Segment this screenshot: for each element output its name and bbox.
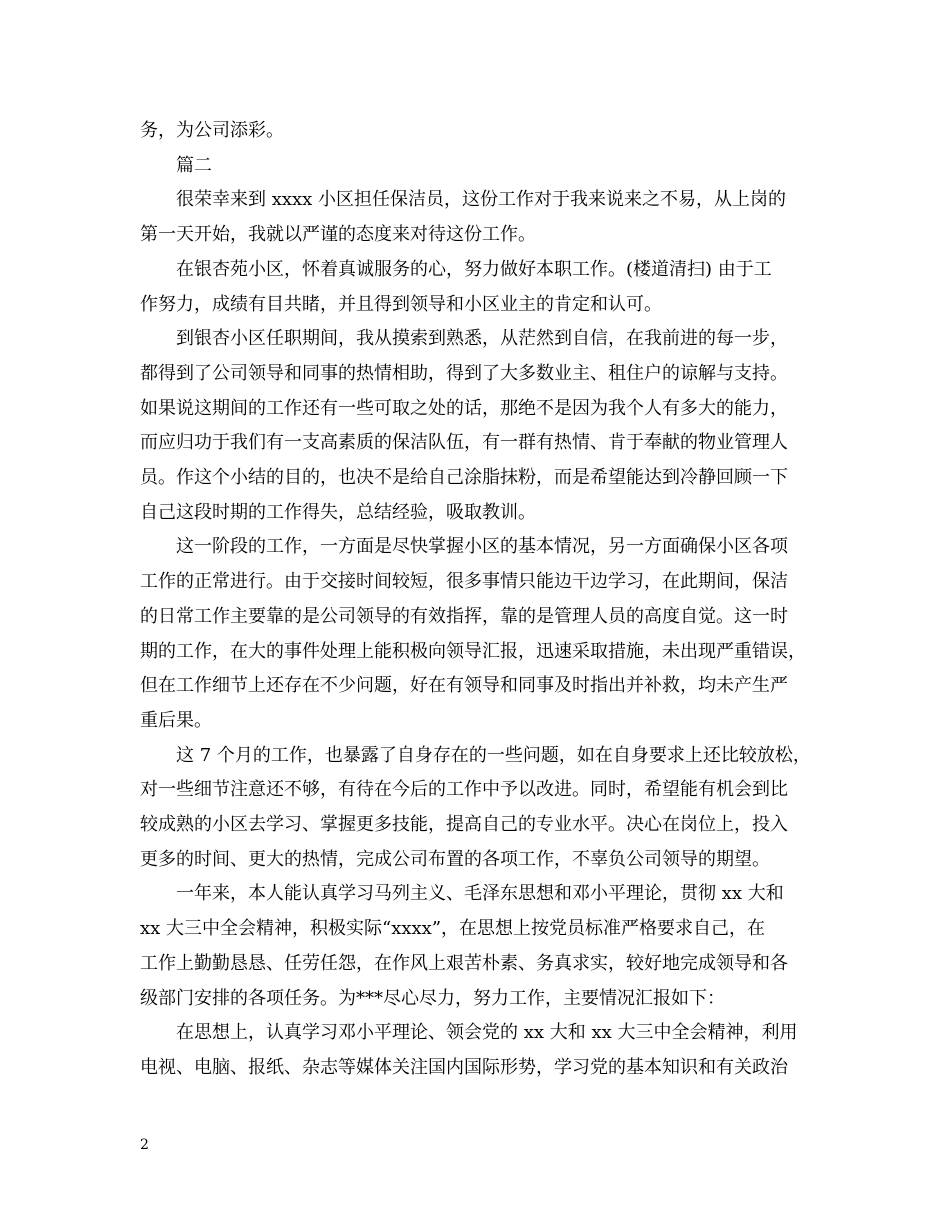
text-line: 这 7 个月的工作，也暴露了自身存在的一些问题，如在自身要求上还比较放松， <box>176 744 811 766</box>
text-line: 如果说这期间的工作还有一些可取之处的话，那绝不是因为我个人有多大的能力， <box>140 397 788 419</box>
text-line: 重后果。 <box>140 709 212 731</box>
text-line: 在思想上，认真学习邓小平理论、领会党的 xx 大和 xx 大三中全会精神，利用 <box>176 1022 798 1044</box>
page-number: 2 <box>140 1137 149 1153</box>
text-line: 但在工作细节上还存在不少问题，好在有领导和同事及时指出并补救，均未产生严 <box>140 675 788 697</box>
text-line: 都得到了公司领导和同事的热情相助，得到了大多数业主、租住户的谅解与支持。 <box>140 362 788 384</box>
text-line: 一年来，本人能认真学习马列主义、毛泽东思想和邓小平理论，贯彻 xx 大和 <box>176 883 784 905</box>
text-line: 作努力，成绩有目共睹，并且得到领导和小区业主的肯定和认可。 <box>140 293 662 315</box>
text-line: 工作上勤勤恳恳、任劳任怨，在作风上艰苦朴素、务真求实，较好地完成领导和各 <box>140 952 788 974</box>
text-line: xx 大三中全会精神，积极实际“xxxx”，在思想上按党员标准严格要求自己，在 <box>140 918 766 940</box>
text-line: 而应归功于我们有一支高素质的保洁队伍，有一群有热情、肯于奉献的物业管理人 <box>140 432 788 454</box>
text-line: 对一些细节注意还不够，有待在今后的工作中予以改进。同时，希望能有机会到比 <box>140 779 788 801</box>
text-line: 这一阶段的工作，一方面是尽快掌握小区的基本情况，另一方面确保小区各项 <box>176 536 788 558</box>
text-line: 务，为公司添彩。 <box>140 120 284 141</box>
section-heading: 篇二 <box>176 154 212 176</box>
text-line: 更多的时间、更大的热情，完成公司布置的各项工作，不辜负公司领导的期望。 <box>140 848 770 870</box>
text-line: 在银杏苑小区，怀着真诚服务的心，努力做好本职工作。(楼道清扫) 由于工 <box>176 258 772 280</box>
text-line: 的日常工作主要靠的是公司领导的有效指挥，靠的是管理人员的高度自觉。这一时 <box>140 605 788 627</box>
text-line: 电视、电脑、报纸、杂志等媒体关注国内国际形势，学习党的基本知识和有关政治 <box>140 1056 788 1078</box>
text-line: 员。作这个小结的目的，也决不是给自己涂脂抹粉，而是希望能达到冷静回顾一下 <box>140 467 788 489</box>
text-line: 期的工作，在大的事件处理上能积极向领导汇报，迅速采取措施，未出现严重错误， <box>140 640 806 662</box>
body-text <box>140 114 815 1086</box>
text-line: 到银杏小区任职期间，我从摸索到熟悉，从茫然到自信，在我前进的每一步， <box>176 328 788 350</box>
text-line: 较成熟的小区去学习、掌握更多技能，提高自己的专业水平。决心在岗位上，投入 <box>140 814 788 836</box>
text-line: 工作的正常进行。由于交接时间较短，很多事情只能边干边学习，在此期间，保洁 <box>140 571 788 593</box>
text-line: 自己这段时期的工作得失，总结经验，吸取教训。 <box>140 501 536 523</box>
text-line: 很荣幸来到 xxxx 小区担任保洁员，这份工作对于我来说来之不易，从上岗的 <box>176 189 787 211</box>
text-line: 级部门安排的各项任务。为***尽心尽力，努力工作，主要情况汇报如下： <box>140 987 725 1009</box>
text-line: 第一天开始，我就以严谨的态度来对待这份工作。 <box>140 224 536 246</box>
